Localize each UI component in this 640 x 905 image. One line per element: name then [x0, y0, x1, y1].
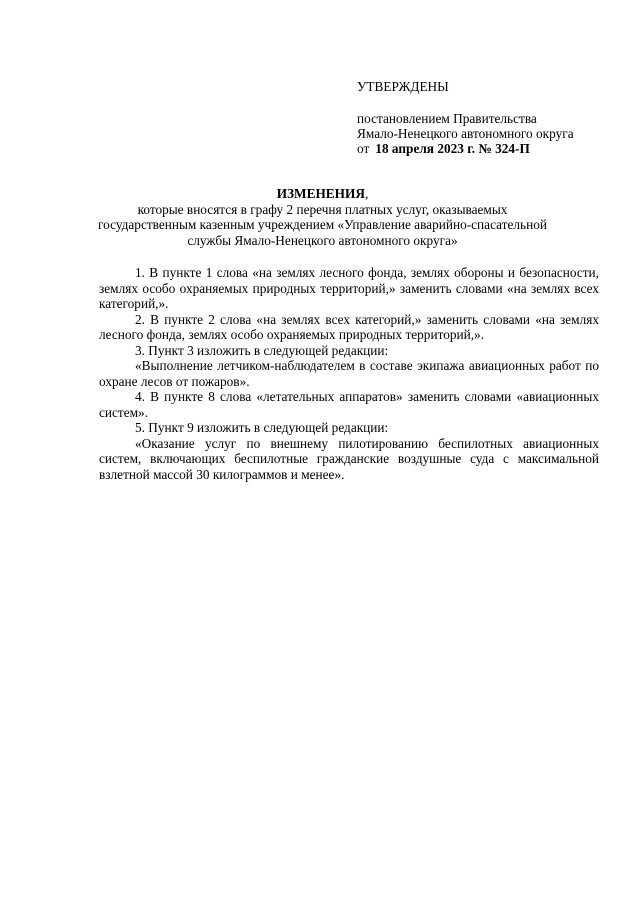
paragraph-quote-5: «Оказание услуг по внешнему пилотированию беспилотных авиационных систем, включающих беспилотные гражданские воздушные суда с максимальной взлетной массой 30 килограммов и менее». — [99, 435, 599, 482]
approval-issuer-line: Ямало-Ненецкого автономного округа — [357, 126, 574, 141]
approval-title: УТВЕРЖДЕНЫ — [357, 79, 449, 94]
heading-title: ИЗМЕНЕНИЯ — [276, 186, 365, 201]
paragraph-item-3: 3. Пункт 3 изложить в следующей редакции: — [135, 342, 389, 358]
heading-title-suffix: , — [364, 186, 369, 201]
paragraph-quote-3: «Выполнение летчиком-наблюдателем в составе экипажа авиационных работ по охране лесов от пожаров». — [99, 358, 599, 389]
document-heading — [95, 186, 550, 248]
paragraph-item-2: 2. В пункте 2 слова «на землях всех категорий,» заменить словами «на землях лесного фонда, землях особо охраняемых природных территорий,». — [99, 311, 599, 342]
approval-date-value: 18 апреля 2023 г. № 324-П — [375, 141, 530, 156]
approval-date-prefix: от — [357, 141, 370, 156]
approval-decree-line: постановлением Правительства — [357, 111, 537, 126]
heading-title-line — [95, 186, 550, 202]
paragraph-item-4: 4. В пункте 8 слова «летательных аппаратов» заменить словами «авиационных систем». — [99, 389, 599, 420]
document-body — [99, 265, 599, 482]
paragraph-item-5: 5. Пункт 9 изложить в следующей редакции: — [135, 420, 389, 435]
paragraph-item-1: 1. В пункте 1 слова «на землях лесного фонда, землях обороны и безопасности, землях особо охраняемых природных территорий,» заменить словами «на землях всех категорий,». — [99, 265, 599, 311]
heading-subtitle: которые вносятся в графу 2 перечня платных услуг, оказываемых государственным казенным учреждением «Управление аварийно-спасательной службы Ямало-Ненецкого автономного округа» — [98, 201, 547, 248]
approval-date-line — [357, 141, 530, 157]
